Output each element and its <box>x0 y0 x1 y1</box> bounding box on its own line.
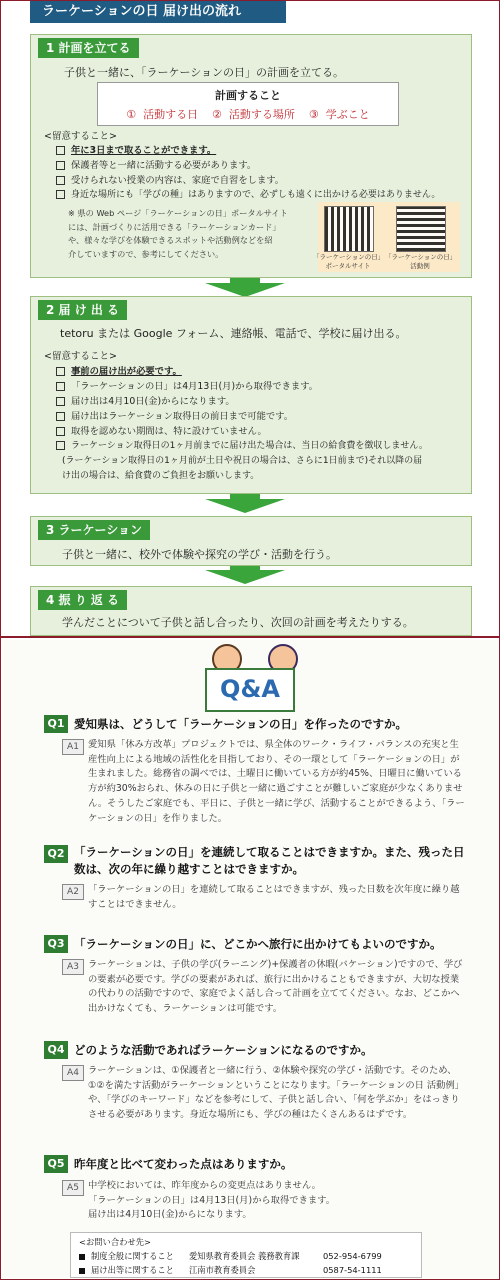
bullet-icon <box>79 1254 85 1260</box>
answer-text: ラーケーションは、①保護者と一緒に行う、②体験や探究の学び・活動です。そのため、①②を満たす活動がラーケーションということになります。「ラーケーションの日 活動例」や、「学びのキーワード」などを参考にして、子供と話し合い、「何を学ぶか」をはっきりさせる必要があります。身近な場所にも、学びの種はたくさんあるはずです。 <box>88 1065 465 1121</box>
question-text: 愛知県は、どうして「ラーケーションの日」を作ったのですか。 <box>74 717 408 731</box>
flow-arrow-2 <box>205 499 285 513</box>
step1-note-2: 保護者等と一緒に活動する必要があります。 <box>56 157 256 171</box>
answer-badge: A4 <box>62 1065 84 1081</box>
step2-label: 2 届 け 出 る <box>38 300 127 320</box>
qr-caption-portal: 「ラーケーションの日」 ポータルサイト <box>313 253 385 270</box>
question-text: 「ラーケーションの日」を連続して取ることはできますか。また、残った日 数は、次の年に繰り越すことはできますか。 <box>74 845 465 876</box>
page-title: ラーケーションの日 届け出の流れ <box>30 1 286 23</box>
question-badge: Q2 <box>44 845 68 863</box>
step4-lead: 学んだことについて子供と話し合ったり、次回の計画を考えたりする。 <box>62 616 414 629</box>
answer-text: 愛知県「休み方改革」プロジェクトでは、県全体のワーク・ライフ・バランスの充実と生産性向上による地域の活性化を目指しており、その一環として「ラーケーションの日」が生まれました。総務省の調べでは、土曜日に働いている方が約45%、日曜日に働いている方が約30%おられ、休みの日に子供と一緒に過ごすことが難しいご家庭が少なくありません。そうしたご家庭でも、平日に、子供と一緒に学び、活動することができるよう、「ラーケーションの日」を作りました。 <box>88 739 465 824</box>
qa-logo: Q&A <box>205 668 295 712</box>
question-text: 「ラーケーションの日」に、どこかへ旅行に出かけてもよいのですか。 <box>74 937 442 951</box>
step2-note-3: 届け出は4月10日(金)からになります。 <box>56 393 235 407</box>
contact-row: 届け出等に関すること 江南市教育委員会 0587-54-1111 <box>79 1264 382 1276</box>
step2-note-5: 取得を認めない期間は、特に設けていません。 <box>56 423 267 437</box>
step1-note-3: 受けられない授業の内容は、家庭で自習をします。 <box>56 172 284 186</box>
answer-badge: A3 <box>62 959 84 975</box>
question-badge: Q1 <box>44 715 68 733</box>
checkbox-icon <box>56 441 65 450</box>
checkbox-icon <box>56 382 65 391</box>
step2-note-6-cont2: け出の場合は、給食費のご負担をお願いします。 <box>62 471 260 481</box>
checkbox-icon <box>56 176 65 185</box>
answer-text: ラーケーションは、子供の学び(ラーニング)+保護者の休暇(バケーション)ですので、学びの要素が必要です。学びの要素があれば、旅行に出かけることもできますが、大切な授業の代わりの活動ですので、家庭でよく話し合って計画を立ててください。なお、どこかへ出かけなくても、ラーケーションは可能です。 <box>88 959 463 1015</box>
portal-note: ※ 県の Web ページ「ラーケーションの日」ポータルサイト には、計画づくりに活用できる「ラーケーションカード」 や、様々な学びを体験できるスポットや活動例などを紹 介していますので、参考にしてください。 <box>68 208 288 259</box>
step1-note-4: 身近な場所にも「学びの種」はありますので、必ずしも遠くに出かける必要はありません。 <box>56 187 440 200</box>
plan-box <box>97 82 399 126</box>
contact-title: <お問い合わせ先> <box>79 1237 151 1247</box>
qr-code-portal[interactable] <box>324 206 374 252</box>
question-badge: Q3 <box>44 935 68 953</box>
answer-badge: A5 <box>62 1180 84 1196</box>
question-badge: Q5 <box>44 1155 68 1173</box>
step3-label: 3 ラーケーション <box>38 520 150 540</box>
step2-lead: tetoru または Google フォーム、連絡帳、電話で、学校に届け出る。 <box>60 327 407 340</box>
step3-lead: 子供と一緒に、校外で体験や探究の学び・活動を行う。 <box>62 548 337 561</box>
answer-badge: A1 <box>62 739 84 755</box>
contact-box <box>70 1232 422 1278</box>
plan-items: ① 活動する日 ② 活動する場所 ③ 学ぶこと <box>126 108 370 121</box>
answer-text: 「ラーケーションの日」を連続して取ることはできますが、残った日数を次年度に繰り越すことはできません。 <box>88 884 460 910</box>
step1-label: 1 計画を立てる <box>38 38 139 58</box>
question-text: どのような活動であればラーケーションになるのですか。 <box>74 1043 373 1057</box>
step2-note-header: <留意すること> <box>44 351 117 362</box>
qr-caption-examples: 「ラーケーションの日」 活動例 <box>385 253 457 270</box>
step2-note-6-cont: (ラーケーション取得日の1ヶ月前が土日や祝日の場合は、さらに1日前まで)それ以降の届 <box>62 456 423 466</box>
step1-lead: 子供と一緒に、「ラーケーションの日」の計画を立てる。 <box>64 66 345 79</box>
step2-note-4: 届け出はラーケーション取得日の前日まで可能です。 <box>56 408 293 422</box>
bullet-icon <box>79 1268 85 1274</box>
step1-note-header: <留意すること> <box>44 131 117 142</box>
answer-text: 中学校においては、昨年度からの変更点はありません。 「ラーケーションの日」は4月13日(月)から取得できます。 届け出は4月10日(金)からになります。 <box>88 1180 336 1221</box>
step2-note-1: 事前の届け出が必要です。 <box>56 363 182 377</box>
page-divider <box>0 636 500 638</box>
step2-note-6: ラーケーション取得日の1ヶ月前までに届け出た場合は、当日の給食費を徴収しません。 <box>56 438 428 451</box>
checkbox-icon <box>56 161 65 170</box>
checkbox-icon <box>56 412 65 421</box>
flow-arrow-3 <box>205 570 285 584</box>
question-text: 昨年度と比べて変わった点はありますか。 <box>74 1157 293 1171</box>
flow-arrow-1 <box>205 283 285 297</box>
checkbox-icon <box>56 146 65 155</box>
contact-row: 制度全般に関すること 愛知県教育委員会 義務教育課 052-954-6799 <box>79 1250 382 1262</box>
step4-label: 4 振 り 返 る <box>38 590 127 610</box>
answer-badge: A2 <box>62 884 84 900</box>
checkbox-icon <box>56 190 65 199</box>
checkbox-icon <box>56 427 65 436</box>
checkbox-icon <box>56 367 65 376</box>
question-badge: Q4 <box>44 1041 68 1059</box>
qr-code-examples[interactable] <box>396 206 446 252</box>
step2-note-2: 「ラーケーションの日」は4月13日(月)から取得できます。 <box>56 378 318 392</box>
plan-title: 計画すること <box>215 89 281 102</box>
checkbox-icon <box>56 397 65 406</box>
step1-note-1: 年に3日まで取ることができます。 <box>56 142 216 156</box>
